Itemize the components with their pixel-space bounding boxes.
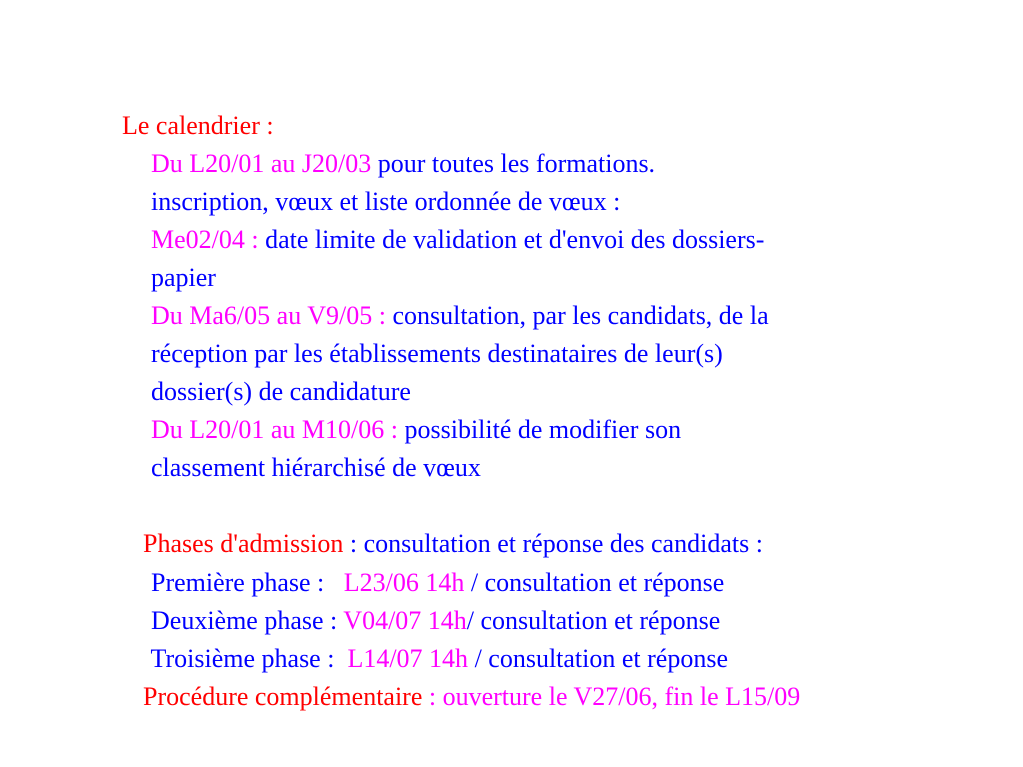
calendar-entry-2-date: Me02/04 : (151, 225, 266, 254)
admission-phase-2-text: / consultation et réponse (466, 606, 721, 635)
calendar-entry-2-text-line2: papier (151, 263, 216, 292)
calendar-entry-1-date: Du L20/01 au J20/03 (151, 149, 372, 178)
admission-phase-3-date: L14/07 14h (347, 644, 469, 673)
calendar-entry-3-date: Du Ma6/05 au V9/05 : (151, 301, 393, 330)
admission-phase-2-label: Deuxième phase : (151, 606, 344, 635)
admission-title: Phases d'admission (143, 529, 344, 558)
calendar-entry-1-text: pour toutes les formations. (371, 149, 656, 178)
admission-phase-2-date: V04/07 14h (343, 606, 467, 635)
admission-phase-3-text: / consultation et réponse (468, 644, 728, 673)
calendar-entry-3-text: consultation, par les candidats, de la (392, 301, 769, 330)
calendar-entry-3-text-line3: dossier(s) de candidature (151, 377, 411, 406)
calendar-entry-2-text: date limite de validation et d'envoi des dossiers- (265, 225, 765, 254)
admission-phase-1-text: / consultation et réponse (464, 568, 725, 597)
admission-phase-1-date: L23/06 14h (343, 568, 465, 597)
calendar-entry-1-text-line2: inscription, vœux et liste ordonnée de vœux : (151, 187, 621, 216)
admission-phase-3-label: Troisième phase : (150, 644, 348, 673)
complementary-text: : ouverture le V27/06, fin le L15/09 (422, 682, 801, 711)
complementary-procedure (117, 640, 800, 754)
calendar-entry-3-text-line2: réception par les établissements destinataires de leur(s) (151, 339, 723, 368)
admission-subtitle: : consultation et réponse des candidats : (343, 529, 763, 558)
calendar-title-text: Le calendrier : (122, 111, 274, 140)
admission-phase-1-label: Première phase : (151, 568, 344, 597)
calendar-entry-4-text: possibilité de modifier son (404, 415, 682, 444)
calendar-entry-4-text-line2: classement hiérarchisé de vœux (151, 453, 481, 482)
calendar-entry-4-date: Du L20/01 au M10/06 : (151, 415, 405, 444)
complementary-title: Procédure complémentaire (143, 682, 423, 711)
